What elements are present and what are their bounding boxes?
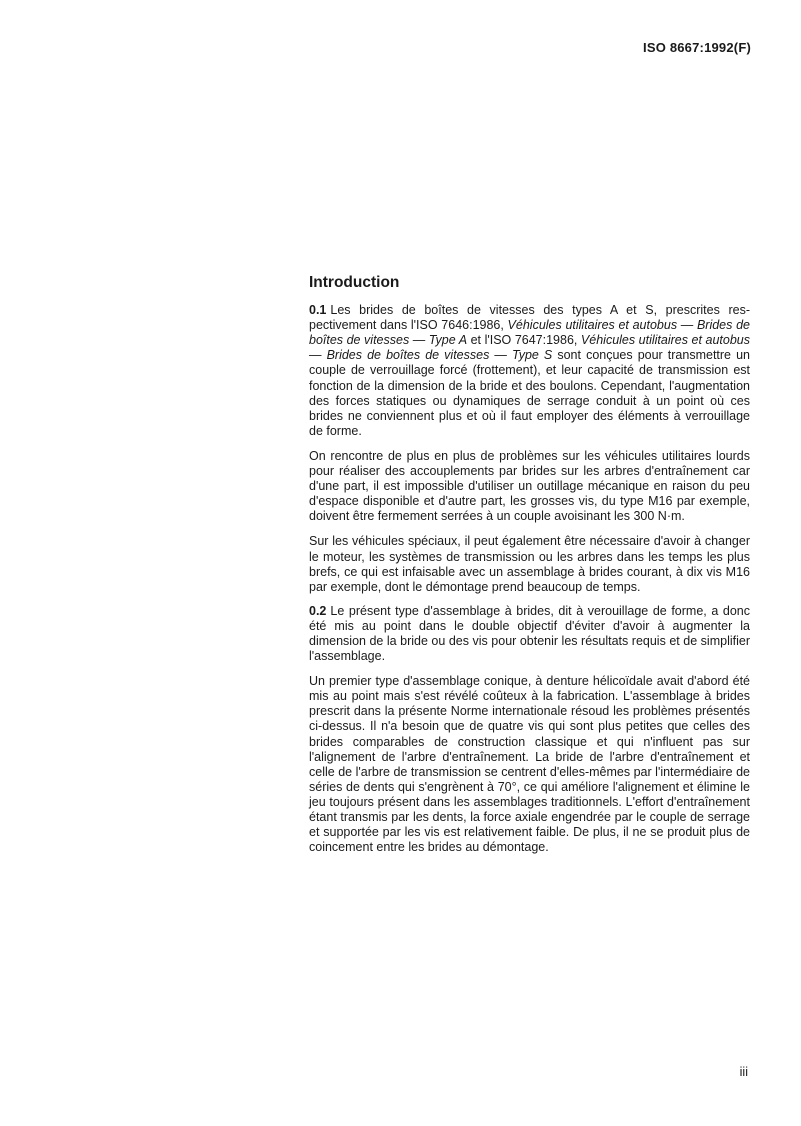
cited-title: Véhicules utilitaires et autobus — Brides de boîtes de vitesses — Type A xyxy=(309,318,750,348)
text-run: Le présent type d'assemblage à brides, dit à verouillage de forme, a donc été mis au point dans le double objectif d'éviter d'avoir à augmenter la dimension de la bride ou des vis pour obtenir les résultats requis et de simplifier l'assemblage. xyxy=(309,603,750,664)
cited-title: Véhicules utilitaires et autobus — Brides de boîtes de vitesses — Type S xyxy=(309,333,750,363)
paragraph: Sur les véhicules spéciaux, il peut également être nécessaire d'avoir à changer le moteur, les systèmes de transmission ou les arbres dans les temps les plus brefs, ce qui est infaisable avec un assemblage à brides courant, à dix vis M16 par exemple, dont le démontage prend beaucoup de temps. xyxy=(309,534,750,594)
paragraph: On rencontre de plus en plus de problèmes sur les véhicules utilitaires lourds pour réaliser des accouplements par brides sur les arbres d'entraînement car d'une part, il est impossible d'utiliser un outillage mécanique en raison du peu d'espace disponible et d'autre part, les grosses vis, du type M16 par exemple, doivent être fermement serrées à un couple avoisinant les 300 N·m. xyxy=(309,448,750,524)
paragraph-0-2 xyxy=(309,604,750,664)
text-run: Les brides de boîtes de vitesses des types A et S, prescrites respectivement dans l'ISO 7646:1986, xyxy=(309,303,750,333)
page-title: Introduction xyxy=(309,274,400,291)
clause-number: 0.1 xyxy=(309,303,327,318)
text-run: et l'ISO 7647:1986, xyxy=(467,333,581,348)
paragraph: Un premier type d'assemblage conique, à denture hélicoïdale avait d'abord été mis au point mais s'est révélé coûteux à la fabrication. L'assemblage à brides prescrit dans la présente Norme internationale résoud les problèmes présentés ci-dessus. Il n'a besoin que de quatre vis qui sont plus petites que celles des brides comparables de construction classique et qui n'influent pas sur l'alignement de l'arbre d'entraînement. La bride de l'arbre d'entraînement et celle de l'arbre de transmission se centrent d'elles-mêmes par l'intermédiaire de séries de dents qui s'engrènent à 70°, ce qui améliore l'alignement et élimine le jeu toujours présent dans les assemblages traditionnels. L'effort d'entraînement étant transmis par les dents, la force axiale engendrée par le couple de serrage et supportée par les vis est relativement faible. De plus, il ne se produit plus de coincement entre les brides au démontage. xyxy=(309,674,750,855)
text-run: sont conçues pour transmettre un couple de verrouillage forcé (frottement), et leur capacité de transmission est fonction de la dimension de la bride et des boulons. Cependant, l'augmentation des forces statiques ou dynamiques de serrage conduit à un point où ces brides ne conviennent plus et où il faut employer des éléments à verrouillage de forme. xyxy=(309,348,750,438)
clause-number: 0.2 xyxy=(309,603,327,618)
main-content xyxy=(309,275,750,865)
paragraph-0-1 xyxy=(309,303,750,439)
page-number: iii xyxy=(739,1065,748,1079)
document-id: ISO 8667:1992(F) xyxy=(643,40,751,55)
